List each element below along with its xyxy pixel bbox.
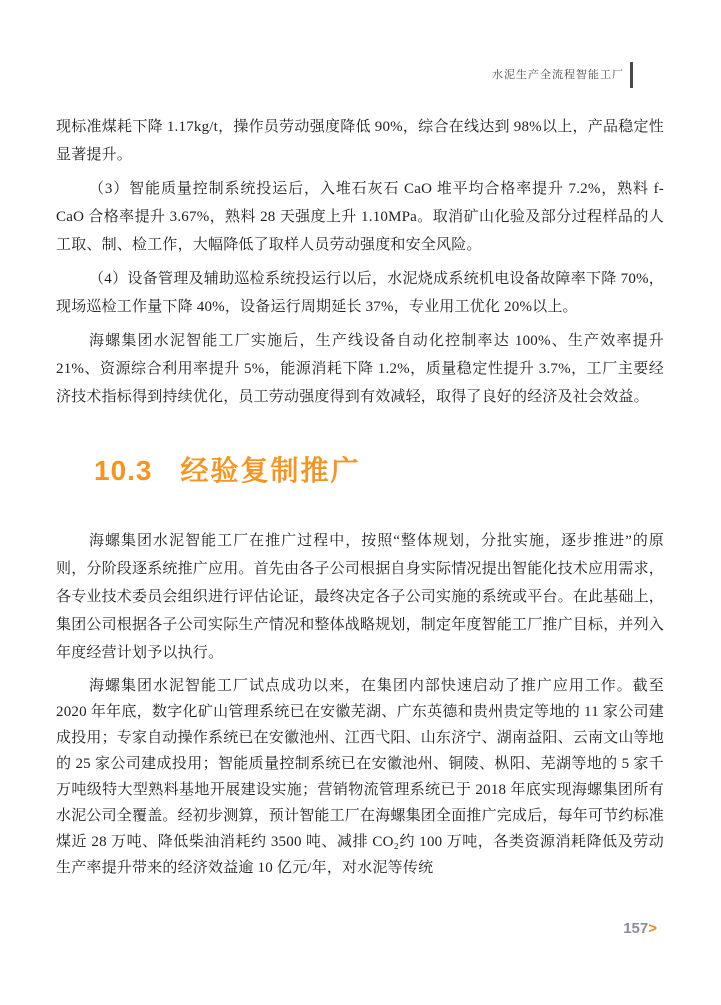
page-header (492, 61, 633, 89)
header-accent-bar (630, 62, 633, 88)
page-body (56, 113, 664, 881)
paragraph-overall-benefits: 海螺集团水泥智能工厂实施后，生产线设备自动化控制率达 100%、生产效率提升 21%、资源综合利用率提升 5%，能源消耗下降 1.2%，质量稳定性提升 3.7%，工厂主要经济技术指标得到持续优化，员工劳动强度得到有效减轻，取得了良好的经济及社会效益。 (56, 333, 664, 405)
paragraph-promotion-progress: 海螺集团水泥智能工厂试点成功以来，在集团内部快速启动了推广应用工作。截至 2020 年年底，数字化矿山管理系统已在安徽芜湖、广东英德和贵州贵定等地的 11 家公司建成投用；专家自动操作系统已在安徽池州、江西弋阳、山东济宁、湖南益阳、云南文山等地的 25 家公司建成投用；智能质量控制系统已在安徽池州、铜陵、枞阳、芜湖等地的 5 家千万吨级特大型熟料基地开展建设实施；营销物流管理系统已于 2018 年底实现海螺集团所有水泥公司全覆盖。经初步测算，预计智能工厂在海螺集团全面推广完成后，每年可节约标准煤近 28 万吨、降低柴油消耗约 3500 吨、减排 CO₂约 100 万吨，各类资源消耗降低及劳动生产率提升带来的经济效益逾 10 亿元/年，对水泥等传统 (56, 678, 665, 876)
paragraph-coal-consumption-results: 现标准煤耗下降 1.17kg/t，操作员劳动强度降低 90%，综合在线达到 98%以上，产品稳定性显著提升。 (56, 119, 664, 163)
page-footer (623, 921, 657, 937)
paragraph-promotion-principles: 海螺集团水泥智能工厂在推广过程中，按照“整体规划，分批实施，逐步推进”的原则，分阶段逐系统推广应用。首先由各子公司根据自身实际情况提出智能化技术应用需求，各专业技术委员会组织进行评估论证，最终决定各子公司实施的系统或平台。在此基础上，集团公司根据各子公司实际生产情况和整体战略规划，制定年度智能工厂推广目标，并列入年度经营计划予以执行。 (56, 533, 665, 661)
section-title: 经验复制推广 (180, 455, 361, 486)
section-heading (56, 453, 664, 489)
paragraph-equipment-inspection-results: （4）设备管理及辅助巡检系统投运行以后，水泥烧成系统机电设备故障率下降 70%，现场巡检工作量下降 40%，设备运行周期延长 37%，专业用工优化 20%以上。 (56, 271, 664, 315)
section-number: 10.3 (94, 455, 153, 486)
page-number-arrow-icon: > (648, 920, 657, 937)
running-head-title: 水泥生产全流程智能工厂 (492, 68, 624, 81)
page-number: 157 (623, 920, 649, 937)
paragraph-quality-control-results: （3）智能质量控制系统投运后，入堆石灰石 CaO 堆平均合格率提升 7.2%，熟料 f-CaO 合格率提升 3.67%，熟料 28 天强度上升 1.10MPa。取消矿山化验及部分过程样品的人工取、制、检工作，大幅降低了取样人员劳动强度和安全风险。 (56, 181, 664, 253)
